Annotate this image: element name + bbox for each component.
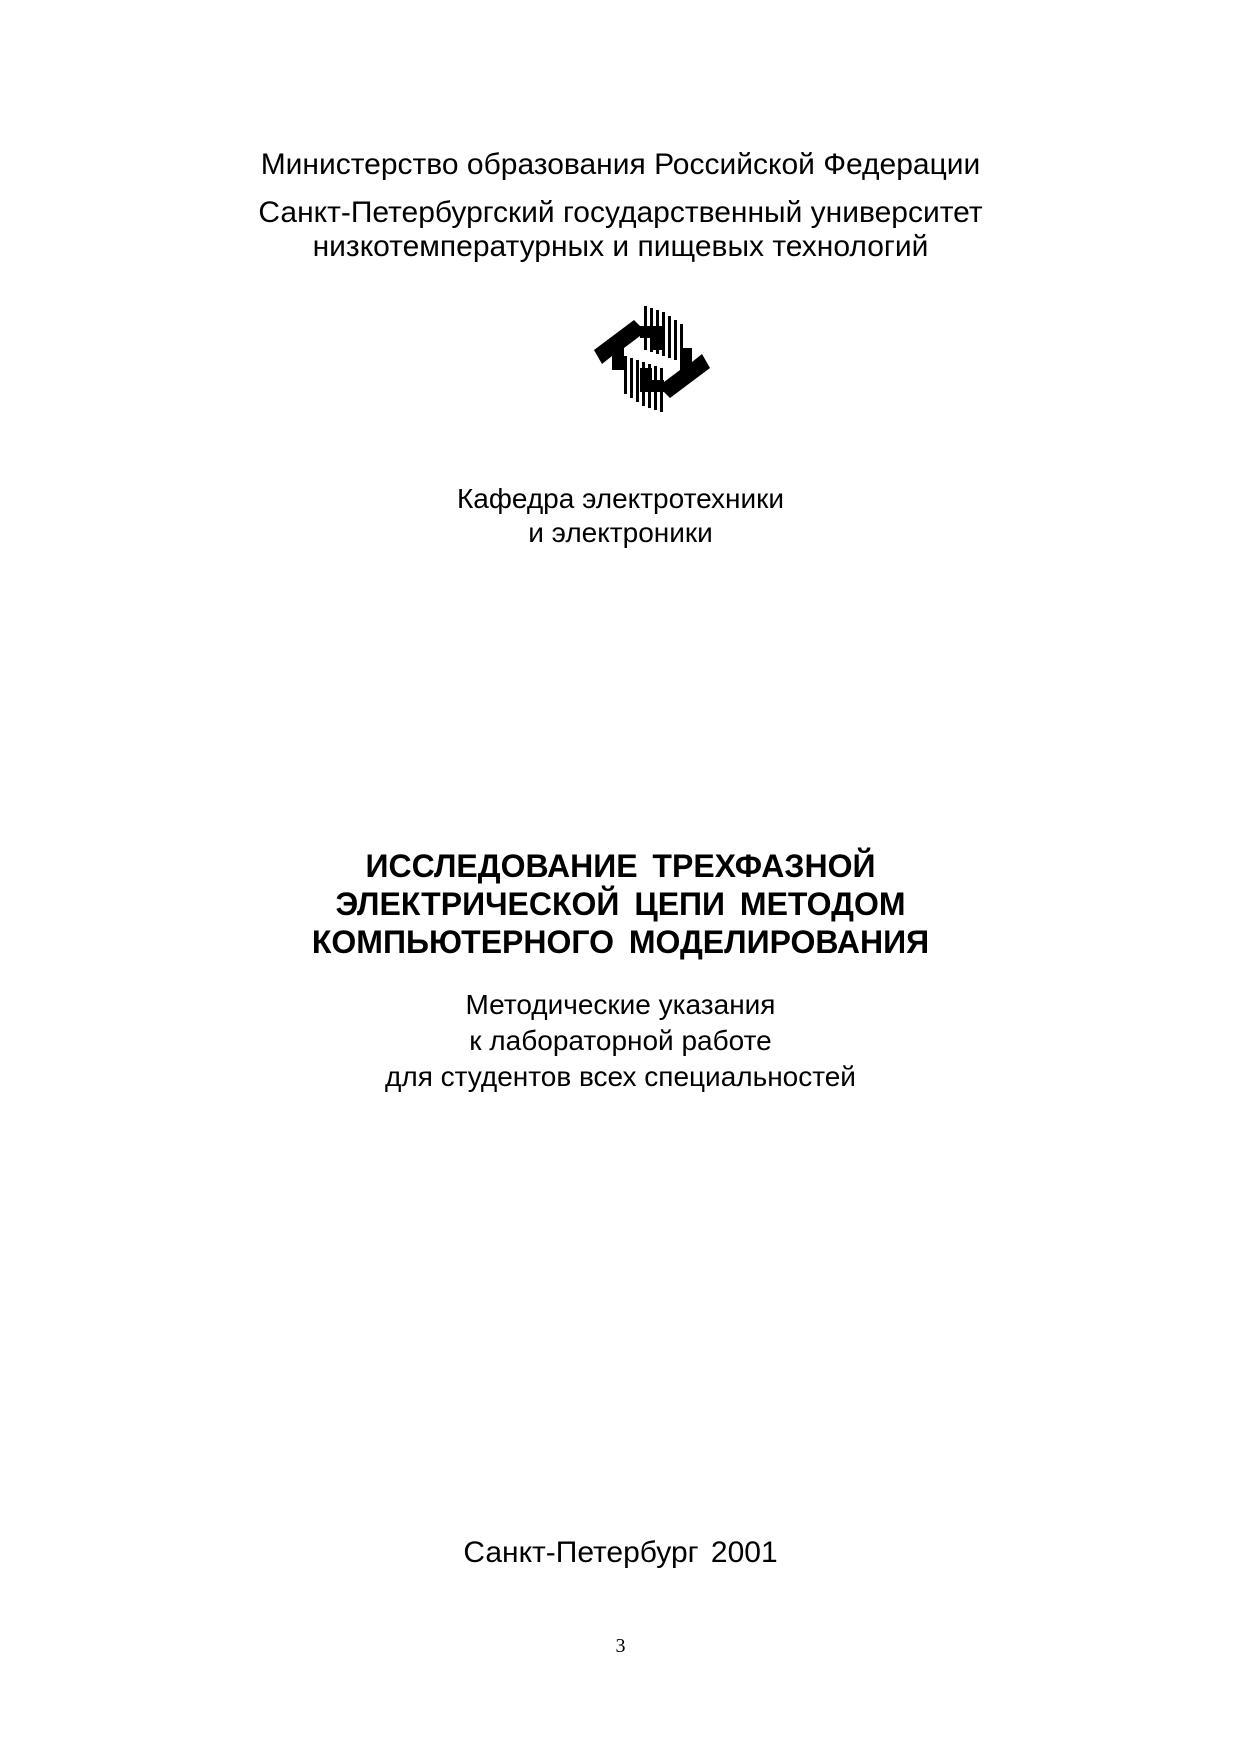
document-title-line-1: ИССЛЕДОВАНИЕ ТРЕХФАЗНОЙ [365, 848, 876, 884]
department-line-1: Кафедра электротехники [456, 483, 785, 514]
city-and-year: Санкт-Петербург 2001 [463, 1536, 778, 1569]
university-name-line-1: Санкт-Петербургский государственный университет [258, 196, 983, 229]
document-subtitle-line-1: Методические указания [465, 989, 776, 1020]
ministry-name: Министерство образования Российской Федерации [260, 148, 981, 181]
document-title-line-3: КОМПЬЮТЕРНОГО МОДЕЛИРОВАНИЯ [311, 924, 930, 960]
university-name-line-2: низкотемпературных и пищевых технологий [312, 230, 929, 263]
department-line-2: и электроники [528, 517, 713, 548]
document-title-line-2: ЭЛЕКТРИЧЕСКОЙ ЦЕПИ МЕТОДОМ [335, 886, 906, 922]
university-emblem-icon [594, 306, 710, 412]
document-subtitle-line-2: к лабораторной работе [469, 1025, 772, 1056]
document-subtitle-line-3: для студентов всех специальностей [385, 1061, 856, 1092]
page-number: 3 [615, 1635, 626, 1657]
